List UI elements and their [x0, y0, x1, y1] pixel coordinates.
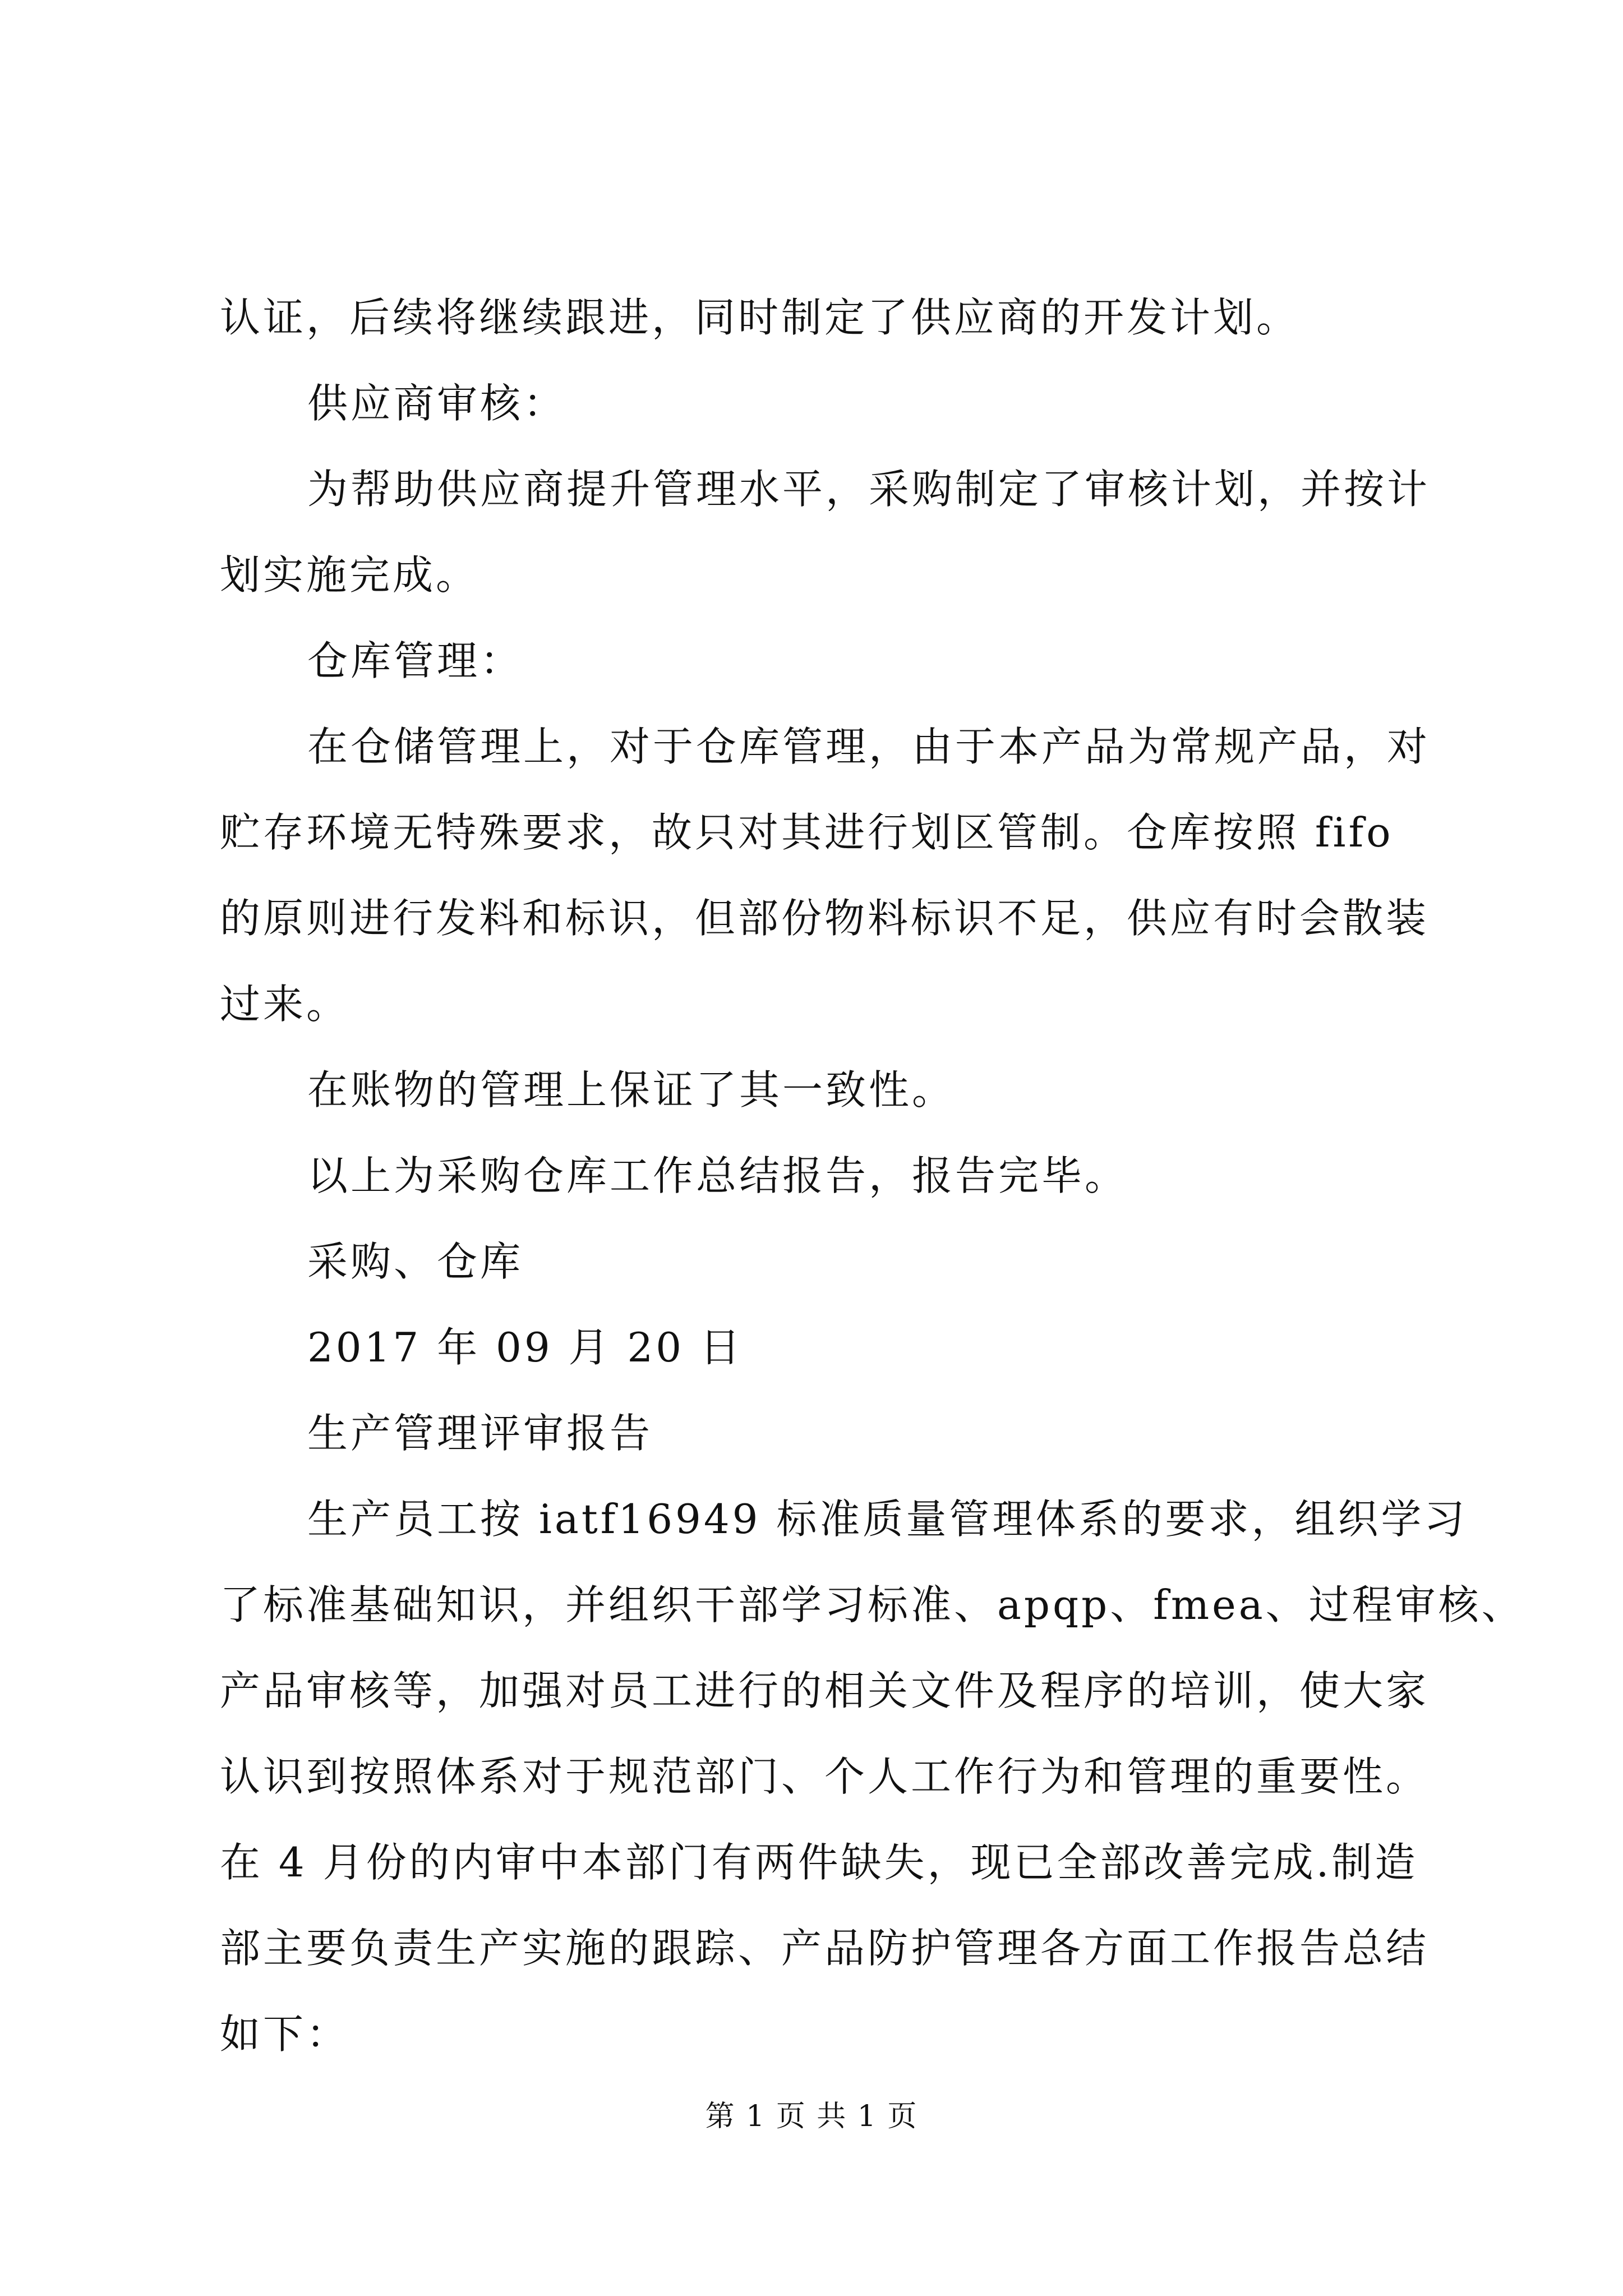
- text-line-6: 在仓储管理上，对于仓库管理，由于本产品为常规产品，对: [307, 723, 1431, 770]
- text-line-1: 认证，后续将继续跟进，同时制定了供应商的开发计划。: [220, 294, 1300, 341]
- text-line-7: 贮存环境无特殊要求，故只对其进行划区管制。仓库按照 fifo: [220, 809, 1394, 856]
- text-line-5: 仓库管理：: [307, 637, 524, 684]
- text-line-13: 2017 年 09 月 20 日: [307, 1324, 743, 1371]
- text-line-12: 采购、仓库: [307, 1238, 524, 1285]
- text-line-15: 生产员工按 iatf16949 标准质量管理体系的要求，组织学习: [307, 1496, 1468, 1543]
- text-line-10: 在账物的管理上保证了其一致性。: [307, 1066, 956, 1114]
- text-line-2: 供应商审核：: [307, 380, 567, 427]
- text-line-17: 产品审核等，加强对员工进行的相关文件及程序的培训，使大家: [220, 1667, 1430, 1714]
- page-number-footer: 第 1 页 共 1 页: [705, 2100, 918, 2133]
- text-line-20: 部主要负责生产实施的跟踪、产品防护管理各方面工作报告总结: [220, 1925, 1430, 1972]
- text-line-16: 了标准基础知识，并组织干部学习标准、apqp、fmea、过程审核、: [220, 1581, 1525, 1628]
- text-line-3: 为帮助供应商提升管理水平，采购制定了审核计划，并按计: [307, 466, 1431, 513]
- text-line-21: 如下：: [220, 2010, 350, 2058]
- text-line-9: 过来。: [220, 981, 350, 1028]
- text-line-18: 认识到按照体系对于规范部门、个人工作行为和管理的重要性。: [220, 1753, 1430, 1800]
- document-body: [220, 275, 1525, 2077]
- text-line-11: 以上为采购仓库工作总结报告，报告完毕。: [307, 1152, 1128, 1199]
- text-line-4: 划实施完成。: [220, 551, 479, 599]
- text-line-14: 生产管理评审报告: [307, 1410, 653, 1457]
- text-line-19: 在 4 月份的内审中本部门有两件缺失，现已全部改善完成.制造: [220, 1839, 1418, 1886]
- text-line-8: 的原则进行发料和标识，但部份物料标识不足，供应有时会散装: [220, 895, 1430, 942]
